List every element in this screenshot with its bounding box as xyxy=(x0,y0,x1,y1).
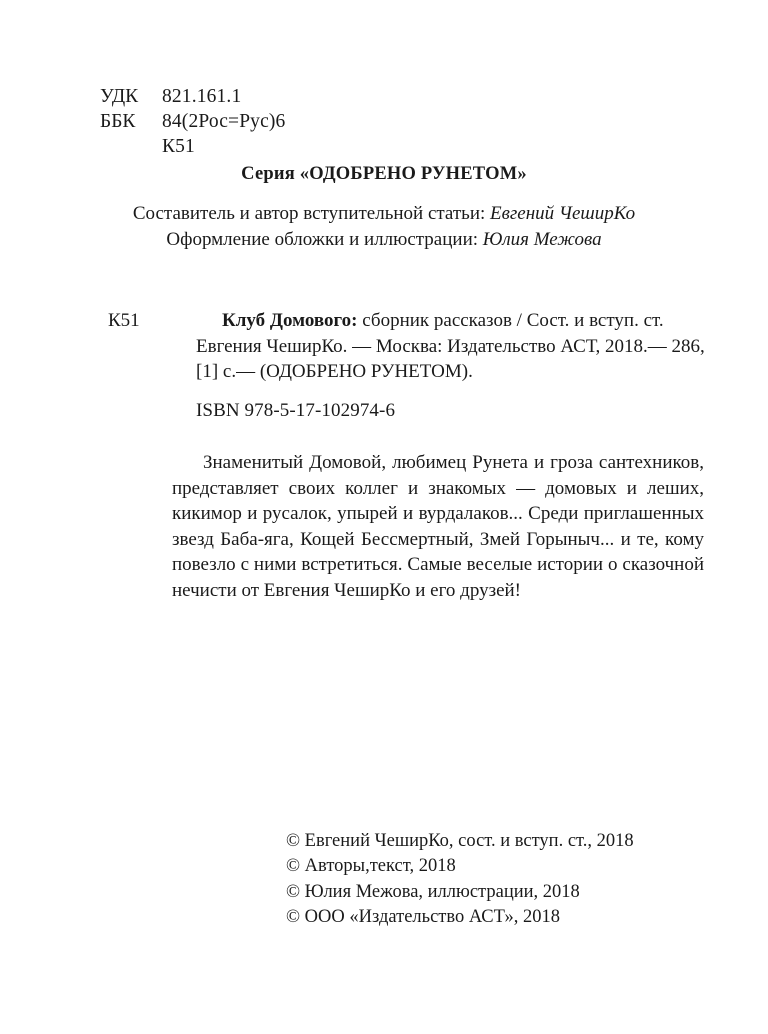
biblio-imprint: сборник рассказов / Сост. и вступ. ст. Евгения ЧеширКо. — Москва: Издательство АСТ, 2018.— 286, [1] с.— (ОДОБРЕНО РУНЕТОМ). xyxy=(196,310,705,382)
classification-value-bbk: 84(2Рос=Рус)6 xyxy=(162,111,286,132)
copyright-line: © Евгений ЧеширКо, сост. и вступ. ст., 2018 xyxy=(286,831,634,851)
credits-cover-name: Юлия Межова xyxy=(482,229,602,250)
classification-block xyxy=(100,84,285,159)
classification-value-sigla: К51 xyxy=(162,136,195,157)
biblio-text xyxy=(196,308,708,385)
classification-value-udk: 821.161.1 xyxy=(162,86,242,107)
classification-row-sigla xyxy=(100,134,285,159)
copyright-line: © Авторы,текст, 2018 xyxy=(286,856,456,877)
classification-key-udk: УДК xyxy=(100,86,139,107)
annotation-paragraph: Знаменитый Домовой, любимец Рунета и гроза сантехников, представляет своих коллег и знакомых — домовых и леших, кикимор и русалок, упырей и вурдалаков... Среди приглашенных звезд Баба-яга, Кощей Бессмертный, Змей Горыныч... и те, кому повезло с ними встретиться. Самые веселые истории о сказочной нечисти от Евгения ЧеширКо и его друзей! xyxy=(172,452,704,601)
credits-compiler-label: Составитель и автор вступительной статьи: xyxy=(132,203,491,224)
classification-row-bbk xyxy=(100,109,285,134)
credits-cover-label: Оформление обложки и иллюстрации: xyxy=(166,229,483,250)
biblio-sigla: К51 xyxy=(108,310,140,331)
copyright-block xyxy=(286,829,634,931)
copyright-line: © Юлия Межова, иллюстрации, 2018 xyxy=(286,881,580,902)
book-title: Клуб Домового: xyxy=(222,310,358,331)
bibliographic-description xyxy=(108,308,708,385)
credits-compiler-line xyxy=(0,201,768,227)
classification-row-udk xyxy=(100,84,285,109)
series-title: Серия «ОДОБРЕНО РУНЕТОМ» xyxy=(241,164,527,184)
copyright-line: © ООО «Издательство АСТ», 2018 xyxy=(286,907,560,928)
credits-cover-line xyxy=(0,227,768,253)
isbn-line: ISBN 978-5-17-102974-6 xyxy=(196,400,396,421)
credits-block xyxy=(0,201,768,253)
credits-compiler-name: Евгений ЧеширКо xyxy=(490,203,636,224)
classification-key-bbk: ББК xyxy=(100,111,136,132)
